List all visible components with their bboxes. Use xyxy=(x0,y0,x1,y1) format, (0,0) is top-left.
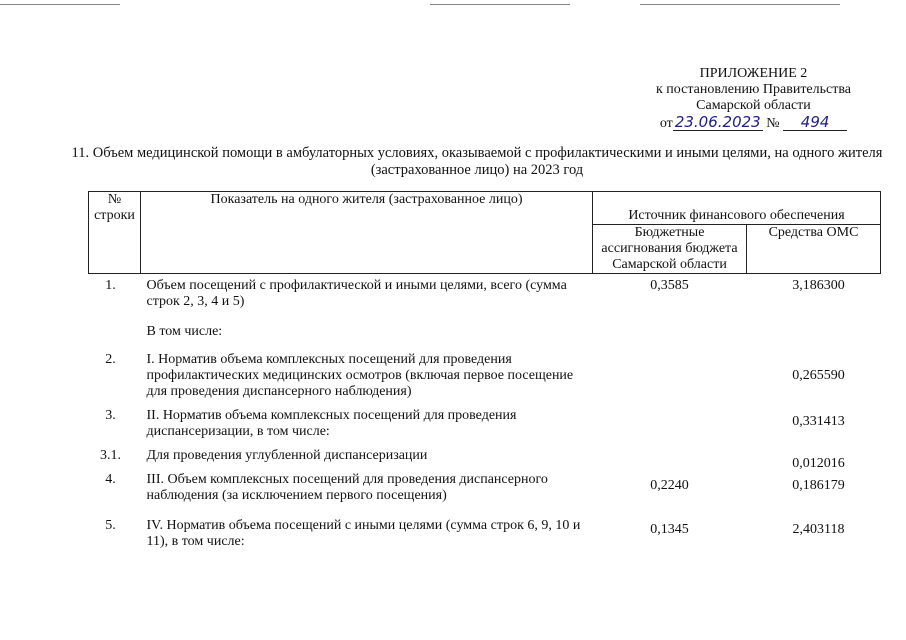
table-row xyxy=(89,504,881,550)
table-row xyxy=(89,340,881,400)
header-oms: Средства ОМС xyxy=(747,225,881,274)
row-indicator: I. Норматив объема комплексных посещений для проведения профилактических медицинских осмотров (включая первое посещение для проведения диспансерного наблюдения) xyxy=(146,352,574,399)
row-budget-value: 0,3585 xyxy=(650,278,689,293)
scan-artifact xyxy=(640,4,840,5)
row-oms-value xyxy=(747,310,881,340)
table-row xyxy=(89,400,881,440)
table-row xyxy=(89,472,881,504)
row-number: 5. xyxy=(105,518,116,533)
scan-artifact xyxy=(430,4,570,5)
table-row xyxy=(89,310,881,340)
row-oms-value: 0,265590 xyxy=(792,368,845,383)
row-indicator: В том числе: xyxy=(146,324,223,339)
row-oms-value: 0,186179 xyxy=(792,478,845,493)
appendix-line1: к постановлению Правительства xyxy=(655,82,851,97)
appendix-title: ПРИЛОЖЕНИЕ 2 xyxy=(699,66,808,81)
row-budget-value: 0,1345 xyxy=(650,522,689,537)
header-budget: Бюджетные ассигнования бюджета Самарской области xyxy=(593,225,747,274)
row-budget-value: 0,2240 xyxy=(650,478,689,493)
table-row xyxy=(89,274,881,311)
row-oms-value: 0,331413 xyxy=(792,414,845,429)
row-oms-value: 2,403118 xyxy=(792,522,845,537)
row-budget-value xyxy=(593,310,747,340)
row-number: 2. xyxy=(105,352,116,367)
number-label: № xyxy=(766,116,780,131)
scan-artifact xyxy=(0,4,120,5)
row-oms-value: 3,186300 xyxy=(792,278,845,293)
from-label: от xyxy=(659,116,673,131)
section-title: 11. Объем медицинской помощи в амбулаторных условиях, оказываемой с профилактическими и иными целями, на одного жителя (застрахованное лицо) на 2023 год xyxy=(71,145,883,178)
table-header-row xyxy=(89,192,881,225)
appendix-header xyxy=(656,66,851,132)
volume-table xyxy=(88,191,881,550)
row-budget-value xyxy=(593,440,747,472)
row-indicator: III. Объем комплексных посещений для проведения диспансерного наблюдения (за исключением первого посещения) xyxy=(146,472,548,503)
table-row xyxy=(89,440,881,472)
row-number xyxy=(89,310,141,340)
signed-date: 23.06.2023 xyxy=(673,114,763,131)
row-number: 4. xyxy=(105,472,116,487)
row-number: 3.1. xyxy=(100,448,121,463)
header-row-num: № строки xyxy=(89,192,141,274)
row-indicator: II. Норматив объема комплексных посещений для проведения диспансеризации, в том числе: xyxy=(146,408,517,439)
row-number: 1. xyxy=(105,278,116,293)
row-number: 3. xyxy=(105,408,116,423)
appendix-line2: Самарской области xyxy=(696,98,811,113)
row-indicator: IV. Норматив объема посещений с иными целями (сумма строк 6, 9, 10 и 11), в том числе: xyxy=(146,518,581,549)
appendix-date-line xyxy=(656,114,851,132)
row-budget-value xyxy=(593,340,747,400)
row-indicator: Объем посещений с профилактической и иными целями, всего (сумма строк 2, 3, 4 и 5) xyxy=(146,278,567,309)
row-indicator: Для проведения углубленной диспансеризации xyxy=(146,448,428,463)
document-number: 494 xyxy=(783,114,847,131)
header-indicator: Показатель на одного жителя (застрахованное лицо) xyxy=(141,192,593,274)
header-source: Источник финансового обеспечения xyxy=(593,192,881,225)
row-budget-value xyxy=(593,400,747,440)
row-oms-value: 0,012016 xyxy=(792,456,845,471)
